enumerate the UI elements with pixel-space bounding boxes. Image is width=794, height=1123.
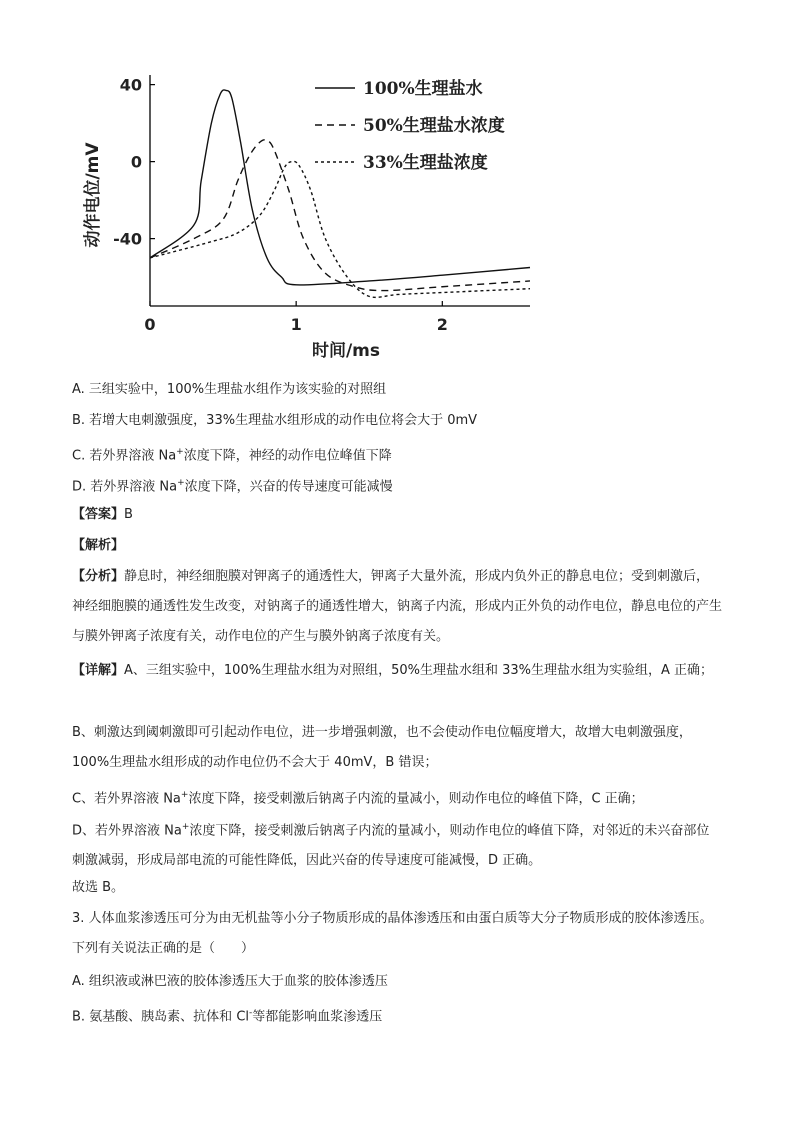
xiangjie-b: B、刺激达到阈刺激即可引起动作电位，进一步增强刺激，也不会使动作电位幅度增大，故增大电刺激强度，100%生理盐水组形成的动作电位仍不会大于 40mV，B 错误； (72, 725, 692, 770)
xiangjie-d (72, 812, 722, 876)
xiangjie-c-prefix: C、若外界溶液 Na (72, 791, 181, 807)
x-tick-label: 2 (436, 315, 448, 334)
option-c-suffix: 浓度下降，神经的动作电位峰值下降 (183, 448, 392, 464)
action-potential-chart (60, 60, 540, 370)
option-a: A. 三组实验中，100%生理盐水组作为该实验的对照组 (72, 382, 387, 397)
option-d (72, 474, 393, 496)
q3-option-b-sup: - (249, 1008, 253, 1018)
xiangjie-a (72, 656, 722, 686)
legend-label-1: 100%生理盐水 (363, 79, 483, 99)
fenxi-text: 静息时，神经细胞膜对钾离子的通透性大，钾离子大量外流，形成内负外正的静息电位；受到刺激后，神经细胞膜的通透性发生改变，对钠离子的通透性增大，钠离子内流，形成内正外负的动作电位，静息电位的产生与膜外钾离子浓度有关，动作电位的产生与膜外钠离子浓度有关。 (72, 569, 723, 644)
y-tick-label: -40 (113, 229, 142, 249)
q3-stem: 3. 人体血浆渗透压可分为由无机盐等小分子物质形成的晶体渗透压和由蛋白质等大分子物质形成的胶体渗透压。下列有关说法正确的是（ ） (72, 911, 713, 956)
legend-label-3: 33%生理盐浓度 (363, 153, 488, 173)
option-d-sup: + (177, 478, 185, 488)
xiangjie-d-suffix: 浓度下降，接受刺激后钠离子内流的量减小，则动作电位的峰值下降，对邻近的未兴奋部位刺激减弱，形成局部电流的可能性降低，因此兴奋的传导速度可能减慢，D 正确。 (72, 823, 710, 869)
answer-tag: 【答案】 (72, 507, 125, 522)
option-c-sup: + (176, 447, 184, 457)
y-tick-label: 0 (130, 152, 142, 172)
xiangjie-d-sup: + (181, 822, 190, 832)
option-b: B. 若增大电刺激强度，33%生理盐水组形成的动作电位将会大于 0mV (72, 413, 478, 428)
q3-option-a: A. 组织液或淋巴液的胶体渗透压大于血浆的胶体渗透压 (72, 974, 388, 989)
series-line-3 (150, 161, 530, 297)
fenxi-paragraph (72, 562, 722, 652)
answer-line (72, 506, 133, 524)
fenxi-tag: 【分析】 (72, 569, 125, 584)
y-tick-label: 40 (119, 75, 142, 95)
option-c (72, 443, 392, 465)
analysis-tag: 【解析】 (72, 538, 125, 553)
xiangjie-c-sup: + (180, 790, 189, 800)
xiangjie-a-text: A、三组实验中，100%生理盐水组为对照组，50%生理盐水组和 33%生理盐水组为实验组，A 正确； (124, 663, 714, 678)
option-d-prefix: D. 若外界溶液 Na (72, 479, 178, 495)
q3-option-b (72, 1004, 382, 1026)
answer-value: B (124, 507, 133, 522)
q3-option-b-prefix: B. 氨基酸、胰岛素、抗体和 Cl (72, 1009, 250, 1025)
option-d-suffix: 浓度下降，兴奋的传导速度可能减慢 (184, 479, 393, 495)
xiangjie-d-prefix: D、若外界溶液 Na (72, 823, 182, 839)
x-tick-label: 1 (290, 315, 302, 334)
xiangjie-tag: 【详解】 (72, 663, 125, 678)
legend-label-2: 50%生理盐水浓度 (363, 116, 505, 136)
analysis-heading (72, 537, 124, 555)
x-tick-label: 0 (144, 315, 156, 334)
xiangjie-c-suffix: 浓度下降，接受刺激后钠离子内流的量减小，则动作电位的峰值下降，C 正确； (188, 791, 644, 807)
x-axis-label: 时间/ms (311, 341, 381, 361)
conclusion: 故选 B。 (72, 880, 125, 895)
q3-option-b-suffix: 等都能影响血浆渗透压 (252, 1009, 383, 1025)
option-c-prefix: C. 若外界溶液 Na (72, 448, 177, 464)
xiangjie-c (72, 780, 722, 814)
y-axis-label: 动作电位/mV (83, 142, 103, 248)
